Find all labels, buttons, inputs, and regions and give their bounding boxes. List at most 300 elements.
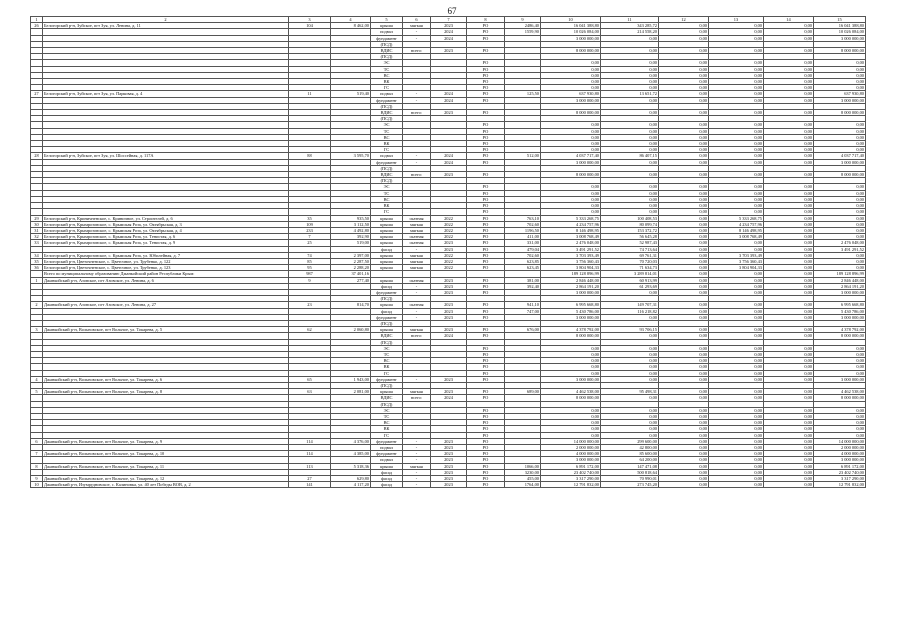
address-cell: Белогорский р-н, Цветочненское, с. Цветочное, ул. Трубенко, д. 123 [43,265,289,271]
control-cost-cell: 13 651,72 [601,91,659,97]
apartments-cell: 141 [289,482,331,488]
control-cost-cell: 42 800,00 [601,445,659,451]
year-cell: 2023 [431,327,467,333]
year-cell: 2023 [431,23,467,29]
period-2023b-cell: 3 000 000,00 [814,314,866,320]
year-cell: 2022 [431,234,467,240]
apartments-cell: 95 [289,265,331,271]
apartments-cell: 114 [289,438,331,444]
period-2023b-cell: 0,00 [814,351,866,357]
period-2023a-cell: 0,00 [764,66,814,72]
period-2023b-cell: 0,00 [814,122,866,128]
cost-cell: 4 037 717,40 [541,153,601,159]
column-number: 8 [467,17,505,23]
period-2022-cell: 0,00 [709,190,764,196]
period-2022-cell: 0,00 [709,426,764,432]
work-type-cell: фасад [371,308,403,314]
period-2023b-cell: 0,00 [814,252,866,258]
work-type-cell: крыша [371,240,403,246]
work-type-cell: ГС [371,85,403,91]
period-2022-cell: 3 804 904,33 [709,265,764,271]
period-2021-cell: 0,00 [659,227,709,233]
cost-cell: 0,00 [541,190,601,196]
cost-cell: 8 000 000,00 [541,395,601,401]
control-cost-cell: 70 990,01 [601,476,659,482]
fund-cell: РО [467,482,505,488]
work-type-cell: ВК [371,364,403,370]
column-number: 1 [31,17,43,23]
period-2023b-cell: 8 000 000,00 [814,110,866,116]
work-type-cell: (ПСД) [371,103,403,109]
period-2022-cell: 0,00 [709,72,764,78]
cost-cell: 0,00 [541,147,601,153]
period-2023a-cell: 0,00 [764,258,814,264]
address-cell: Белогорский р-н, Крымрозовское, с. Крымская Роза, ул. Тенистая, д. 6 [43,234,289,240]
period-2021-cell: 0,00 [659,376,709,382]
period-2022-cell: 0,00 [709,271,764,277]
volume-cell: 689,00 [505,389,541,395]
volume-cell: 1196,50 [505,227,541,233]
period-2021-cell: 0,00 [659,345,709,351]
period-2023b-cell: 0,00 [814,420,866,426]
cost-cell: 3 000 000,00 [541,289,601,295]
volume-cell: 623,45 [505,265,541,271]
period-2022-cell: 0,00 [709,29,764,35]
fund-cell: РО [467,476,505,482]
material-cell: мягкая [403,258,431,264]
material-cell: - [403,445,431,451]
period-2023a-cell: 0,00 [764,283,814,289]
period-2022-cell: 0,00 [709,445,764,451]
fund-cell: РО [467,240,505,246]
work-type-cell: (ПСД) [371,178,403,184]
period-2023b-cell: 3 000 000,00 [814,376,866,382]
work-type-cell: подвал [371,457,403,463]
control-cost-cell: 0,00 [601,351,659,357]
period-2023a-cell: 0,00 [764,426,814,432]
address-cell: Белогорский р-н, Крымрозовское, с. Крымская Роза, ул. Октябрьская, д. 3 [43,221,289,227]
address-cell: Джанкойский р-н, Вольновское, пгт Вольное, ул. Токарева, д. 9 [43,438,289,444]
column-number: 11 [601,17,659,23]
page-number: 67 [447,6,457,16]
work-type-cell: крыша [371,265,403,271]
volume-cell: 702,60 [505,221,541,227]
period-2023b-cell: 0,00 [814,85,866,91]
volume-cell: 455,00 [505,476,541,482]
row-number: 28 [31,153,43,159]
fund-cell: РО [467,147,505,153]
work-type-cell: подвал [371,91,403,97]
work-type-cell: ГС [371,432,403,438]
row-number: 33 [31,240,43,246]
cost-cell: 8 000 000,00 [541,172,601,178]
work-type-cell: ВС [371,196,403,202]
period-2023b-cell: 4 462 538,00 [814,389,866,395]
period-2023a-cell: 0,00 [764,420,814,426]
apartments-cell: 7 [289,234,331,240]
fund-cell: РО [467,252,505,258]
fund-cell: РО [467,184,505,190]
work-type-cell: (ПСД) [371,41,403,47]
period-2023b-cell: 12 791 832,00 [814,482,866,488]
row-number: 32 [31,234,43,240]
control-cost-cell: 86 407,15 [601,153,659,159]
period-2023a-cell: 0,00 [764,172,814,178]
work-type-cell: крыша [371,277,403,283]
address-cell: Белогорский р-н, Крымрозовское, с. Крымская Роза, ул. Юбилейная, д. 7 [43,252,289,258]
period-2022-cell: 8 146 498,95 [709,227,764,233]
control-cost-cell: 0,00 [601,60,659,66]
apartments-cell: 233 [289,227,331,233]
work-type-cell: фундамент [371,438,403,444]
fund-cell: РО [467,122,505,128]
control-cost-cell: 69 761,31 [601,252,659,258]
cost-cell: 3 000 000,00 [541,376,601,382]
period-2023a-cell: 0,00 [764,327,814,333]
work-type-cell: крыша [371,252,403,258]
fund-cell: РО [467,48,505,54]
period-2023b-cell: 6 891 172,00 [814,463,866,469]
period-2021-cell: 0,00 [659,97,709,103]
period-2023a-cell: 0,00 [764,333,814,339]
apartments-cell: 113 [289,463,331,469]
cost-cell: 0,00 [541,364,601,370]
period-2023a-cell: 0,00 [764,209,814,215]
period-2023b-cell: 0,00 [814,407,866,413]
control-cost-cell: 0,00 [601,134,659,140]
fund-cell: РО [467,134,505,140]
period-2022-cell: 0,00 [709,345,764,351]
year-cell: 2023 [431,476,467,482]
work-type-cell: крыша [371,389,403,395]
volume-cell: 1764,00 [505,482,541,488]
period-2023b-cell: 10 026 084,00 [814,29,866,35]
period-2022-cell: 0,00 [709,240,764,246]
fund-cell: РО [467,79,505,85]
cost-cell: 4 000 000,00 [541,451,601,457]
fund-cell: РО [467,72,505,78]
cost-cell: 3 756 360,43 [541,258,601,264]
period-2022-cell: 0,00 [709,395,764,401]
period-2023a-cell: 0,00 [764,23,814,29]
period-2022-cell: 0,00 [709,289,764,295]
control-cost-cell: 0,00 [601,395,659,401]
year-cell: 2023 [431,246,467,252]
work-type-cell: крыша [371,302,403,308]
period-2023a-cell: 0,00 [764,234,814,240]
material-cell: - [403,482,431,488]
control-cost-cell: 0,00 [601,432,659,438]
fund-cell: РО [467,246,505,252]
control-cost-cell: 85 600,00 [601,451,659,457]
year-cell: 2022 [431,252,467,258]
period-2021-cell: 0,00 [659,283,709,289]
cost-cell: 10 026 084,00 [541,29,601,35]
period-2021-cell: 0,00 [659,364,709,370]
period-2023a-cell: 0,00 [764,271,814,277]
period-2022-cell: 0,00 [709,246,764,252]
work-type-cell: (ПСД) [371,165,403,171]
material-cell: мягкая [403,23,431,29]
work-type-cell: ТС [371,128,403,134]
cost-cell: 14 000 000,00 [541,438,601,444]
table-row [31,227,866,233]
control-cost-cell: 0,00 [601,196,659,202]
control-cost-cell: 343 285,72 [601,23,659,29]
apartments-cell: 104 [289,23,331,29]
period-2023a-cell: 0,00 [764,395,814,401]
work-type-cell: ВС [371,358,403,364]
fund-cell: РО [467,215,505,221]
cost-cell: 8 000 000,00 [541,110,601,116]
control-cost-cell: 0,00 [601,414,659,420]
address-cell: Джанкойский р-н, Вольновское, пгт Вольное, ул. Токарева, д. 11 [43,463,289,469]
cost-cell: 0,00 [541,122,601,128]
fund-cell: РО [467,351,505,357]
address-cell: Белогорский р-н, Зуйское, пгт Зуя, ул. Ленина, д. 11 [43,23,289,29]
fund-cell: РО [467,110,505,116]
column-number: 4 [331,17,371,23]
period-2023b-cell: 0,00 [814,364,866,370]
period-2021-cell: 0,00 [659,153,709,159]
year-cell: 2022 [431,265,467,271]
control-cost-cell: 61 293,69 [601,283,659,289]
period-2021-cell: 0,00 [659,407,709,413]
work-type-cell: ТС [371,66,403,72]
address-cell: Джанкойский р-н, Азовское, пгт Азовское, ул. Ленина, д. 6 [43,277,289,283]
period-2023a-cell: 0,00 [764,314,814,320]
period-2023b-cell: 3 000 000,00 [814,35,866,41]
control-cost-cell: 0,00 [601,314,659,320]
work-type-cell: крыша [371,234,403,240]
control-cost-cell: 0,00 [601,147,659,153]
period-2022-cell: 0,00 [709,476,764,482]
material-cell: - [403,308,431,314]
volume-cell: 763,10 [505,215,541,221]
period-2023b-cell: 14 000 000,00 [814,438,866,444]
period-2023b-cell: 0,00 [814,215,866,221]
cost-cell: 0,00 [541,420,601,426]
area-cell: 935,50 [331,215,371,221]
period-2022-cell: 0,00 [709,308,764,314]
period-2022-cell: 0,00 [709,110,764,116]
period-2023a-cell: 0,00 [764,376,814,382]
volume-cell: 3230,00 [505,469,541,475]
period-2023a-cell: 0,00 [764,240,814,246]
period-2021-cell: 0,00 [659,246,709,252]
work-type-cell: фундамент [371,451,403,457]
work-type-cell: (ПСД) [371,339,403,345]
cost-cell: 6 891 172,00 [541,463,601,469]
year-cell: 2023 [431,240,467,246]
material-cell: мягкая [403,252,431,258]
area-cell: 4 117,20 [331,482,371,488]
cost-cell: 2 864 191,20 [541,283,601,289]
control-cost-cell: 71 634,73 [601,265,659,271]
work-type-cell: (ПСД) [371,382,403,388]
address-cell: Джанкойский р-н, Вольновское, пгт Вольное, ул. Токарева, д. 8 [43,389,289,395]
period-2023a-cell: 0,00 [764,147,814,153]
fund-cell: РО [467,395,505,401]
volume-cell: 411,00 [505,234,541,240]
material-cell: всего: [403,333,431,339]
work-type-cell: крыша [371,327,403,333]
area-cell: 814,70 [331,302,371,308]
work-type-cell: крыша [371,463,403,469]
material-cell: всего: [403,172,431,178]
material-cell: - [403,246,431,252]
year-cell: 2022 [431,215,467,221]
material-cell: - [403,289,431,295]
volume-cell: 1559,90 [505,29,541,35]
column-number: 10 [541,17,601,23]
period-2023b-cell: 0,00 [814,184,866,190]
material-cell: скатная [403,215,431,221]
area-cell: 519,00 [331,240,371,246]
work-type-cell: фундамент [371,97,403,103]
year-cell: 2024 [431,91,467,97]
cost-cell: 8 146 498,95 [541,227,601,233]
cost-cell: 0,00 [541,209,601,215]
period-2022-cell: 0,00 [709,432,764,438]
period-2022-cell: 0,00 [709,35,764,41]
address-cell: Джанкойский р-н, Вольновское, пгт Вольное, ул. Токарева, д. 5 [43,327,289,333]
period-2023b-cell: 3 000 000,00 [814,97,866,103]
period-2023a-cell: 0,00 [764,35,814,41]
fund-cell: РО [467,190,505,196]
area-cell: 2 060,80 [331,327,371,333]
cost-cell: 3 000 000,00 [541,97,601,103]
work-type-cell: фасад [371,469,403,475]
period-2023a-cell: 0,00 [764,221,814,227]
cost-cell: 0,00 [541,426,601,432]
work-type-cell: (ПСД) [371,54,403,60]
period-2023b-cell: 5 430 786,00 [814,308,866,314]
area-cell: 392,90 [331,234,371,240]
period-2022-cell: 0,00 [709,333,764,339]
period-2023b-cell: 0,00 [814,432,866,438]
period-2023b-cell: 2 000 000,00 [814,445,866,451]
fund-cell: РО [467,445,505,451]
address-cell: Белогорский р-н, Крымрозовское, с. Крымская Роза, ул. Октябрьская, д. 4 [43,227,289,233]
period-2021-cell: 0,00 [659,91,709,97]
apartments-cell: 25 [289,240,331,246]
cost-cell: 8 000 000,00 [541,333,601,339]
period-2021-cell: 0,00 [659,476,709,482]
year-cell: 2024 [431,29,467,35]
cost-cell: 0,00 [541,358,601,364]
material-cell: - [403,91,431,97]
column-number: 12 [659,17,709,23]
work-type-cell: ВС [371,72,403,78]
period-2023a-cell: 0,00 [764,227,814,233]
work-type-cell: (ПСД) [371,320,403,326]
row-number: 3 [31,327,43,333]
cost-cell: 0,00 [541,134,601,140]
fund-cell: РО [467,308,505,314]
work-type-cell: ЭС [371,184,403,190]
control-cost-cell: 116 218,82 [601,308,659,314]
address-cell: Джанкойский р-н, Вольновское, пгт Вольное, ул. Токарева, д. 10 [43,451,289,457]
cost-cell: 0,00 [541,66,601,72]
material-cell: - [403,476,431,482]
control-cost-cell: 3 289 814,01 [601,271,659,277]
year-cell: 2023 [431,110,467,116]
fund-cell: РО [467,376,505,382]
year-cell: 2022 [431,258,467,264]
period-2022-cell: 0,00 [709,451,764,457]
cost-cell: 4 462 538,00 [541,389,601,395]
work-type-cell: фундамент [371,289,403,295]
period-2022-cell: 0,00 [709,407,764,413]
volume-cell: 512,00 [505,153,541,159]
work-type-cell: (ПСД) [371,296,403,302]
period-2023b-cell: 0,00 [814,60,866,66]
period-2022-cell: 0,00 [709,314,764,320]
fund-cell: РО [467,172,505,178]
control-cost-cell: 299 600,00 [601,438,659,444]
period-2023b-cell: 0,00 [814,190,866,196]
period-2021-cell: 0,00 [659,172,709,178]
material-cell: всего: [403,395,431,401]
material-cell: всего: [403,48,431,54]
period-2023a-cell: 0,00 [764,407,814,413]
control-cost-cell: 0,00 [601,128,659,134]
control-cost-cell: 0,00 [601,364,659,370]
period-2022-cell: 3 756 360,43 [709,258,764,264]
period-2023b-cell: 4 378 792,00 [814,327,866,333]
volume-cell: 676,00 [505,327,541,333]
apartments-cell: 27 [289,476,331,482]
year-cell: 2023 [431,389,467,395]
volume-cell: 392,40 [505,283,541,289]
period-2022-cell: 0,00 [709,23,764,29]
volume-cell: 747,00 [505,308,541,314]
fund-cell: РО [467,364,505,370]
year-cell: 2023 [431,445,467,451]
work-type-cell: ВК [371,79,403,85]
period-2023a-cell: 0,00 [764,79,814,85]
period-2021-cell: 0,00 [659,370,709,376]
material-cell: мягкая [403,221,431,227]
period-2023a-cell: 0,00 [764,451,814,457]
work-type-cell: ВДИС [371,48,403,54]
cost-cell: 0,00 [541,351,601,357]
cost-cell: 3 491 291,52 [541,246,601,252]
period-2023a-cell: 0,00 [764,159,814,165]
period-2022-cell: 0,00 [709,85,764,91]
cost-cell: 3 000 000,00 [541,314,601,320]
fund-cell: РО [467,23,505,29]
fund-cell: РО [467,389,505,395]
period-2021-cell: 0,00 [659,122,709,128]
period-2021-cell: 0,00 [659,110,709,116]
address-cell: Джанкойский р-н, Вольновское, пгт Вольное, ул. Токарева, д. 6 [43,376,289,382]
period-2021-cell: 0,00 [659,134,709,140]
work-type-cell: ВДИС [371,172,403,178]
cost-cell: 3 804 904,33 [541,265,601,271]
cost-cell: 0,00 [541,184,601,190]
apartments-cell: 85 [289,258,331,264]
table-row [31,221,866,227]
row-number: 8 [31,463,43,469]
work-type-cell: фасад [371,482,403,488]
table-row [31,482,866,488]
control-cost-cell: 95 498,31 [601,389,659,395]
period-2023a-cell: 0,00 [764,60,814,66]
cost-cell: 6 995 668,80 [541,302,601,308]
period-2022-cell: 0,00 [709,128,764,134]
